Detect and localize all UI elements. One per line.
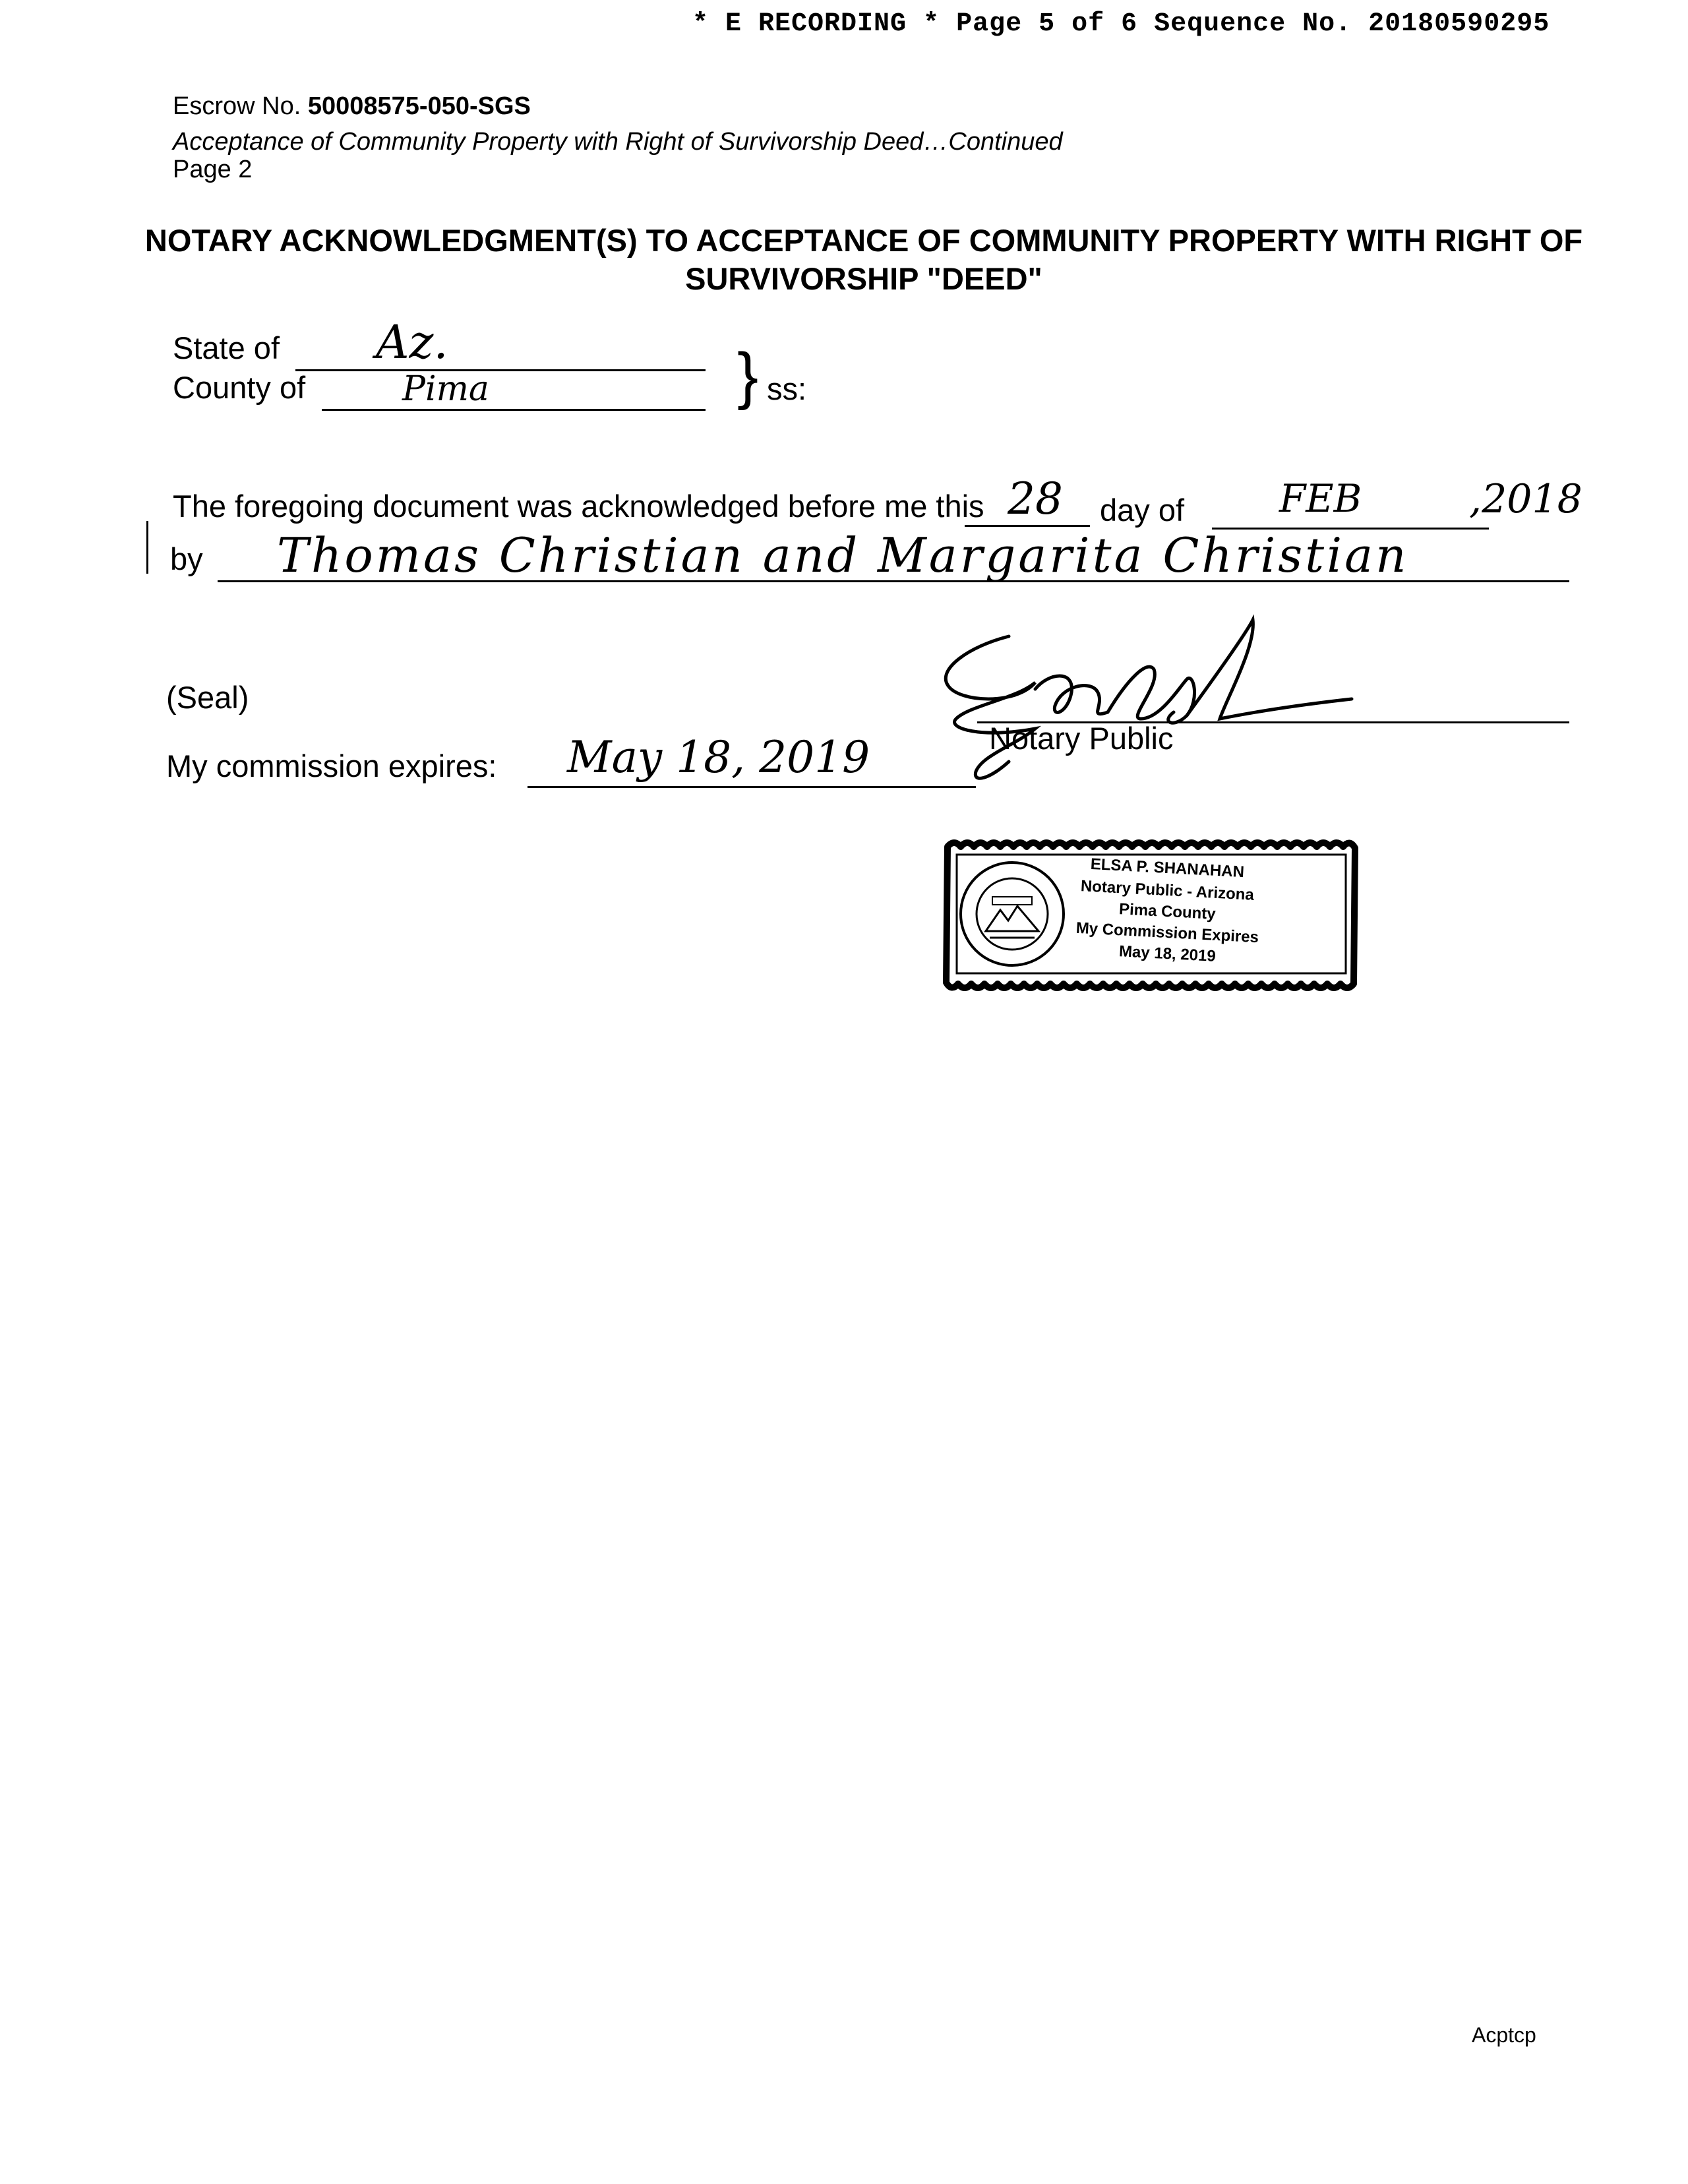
signers-handwritten: Thomas Christian and Margarita Christian [277,528,1409,583]
escrow-number: 50008575-050-SGS [307,92,531,120]
commission-label: My commission expires: [166,748,497,783]
day-of-label: day of [1100,493,1185,528]
day-line [965,525,1090,527]
state-seal-icon [961,863,1064,965]
page-label: Page 2 [173,156,253,183]
margin-mark [146,521,148,574]
commission-line [528,786,976,788]
page-title: NOTARY ACKNOWLEDGMENT(S) TO ACCEPTANCE OF COMMUNITY PROPERTY WITH RIGHT OF SURVIVORSHIP "DEED" [144,223,1583,296]
county-handwritten: Pima [402,369,489,409]
state-handwritten: Az. [376,315,448,369]
stamp-title: Notary Public - Arizona [1080,877,1255,904]
county-label: County of [173,370,306,405]
year-handwritten: ,2018 [1469,476,1582,522]
by-label: by [170,541,203,576]
state-line [295,369,706,371]
escrow-line [173,92,531,121]
ss-label: ss: [767,371,807,406]
acknowledgment-text: The foregoing document was acknowledged before me this [173,489,984,524]
escrow-label: Escrow No. [173,92,301,120]
recording-header: * E RECORDING * Page 5 of 6 Sequence No. 20180590295 [692,9,1550,39]
month-handwritten: FEB [1279,476,1362,521]
stamp-expires-label: My Commission Expires [1075,919,1259,947]
stamp-expires-date: May 18, 2019 [1118,942,1217,965]
seal-label: (Seal) [166,680,249,715]
stamp-name: ELSA P. SHANAHAN [1090,855,1245,882]
state-label: State of [173,330,280,365]
brace-icon: } [737,340,759,411]
commission-handwritten: May 18, 2019 [567,732,870,783]
notary-stamp [940,832,1362,994]
document-subtitle: Acceptance of Community Property with Right of Survivorship Deed…Continued [173,128,1063,156]
footer-code: Acptcp [1472,2023,1536,2047]
notary-public-label: Notary Public [989,721,1174,756]
notary-signature [910,607,1372,804]
stamp-county: Pima County [1118,900,1217,923]
day-handwritten: 28 [1008,473,1063,524]
county-line [322,409,706,411]
